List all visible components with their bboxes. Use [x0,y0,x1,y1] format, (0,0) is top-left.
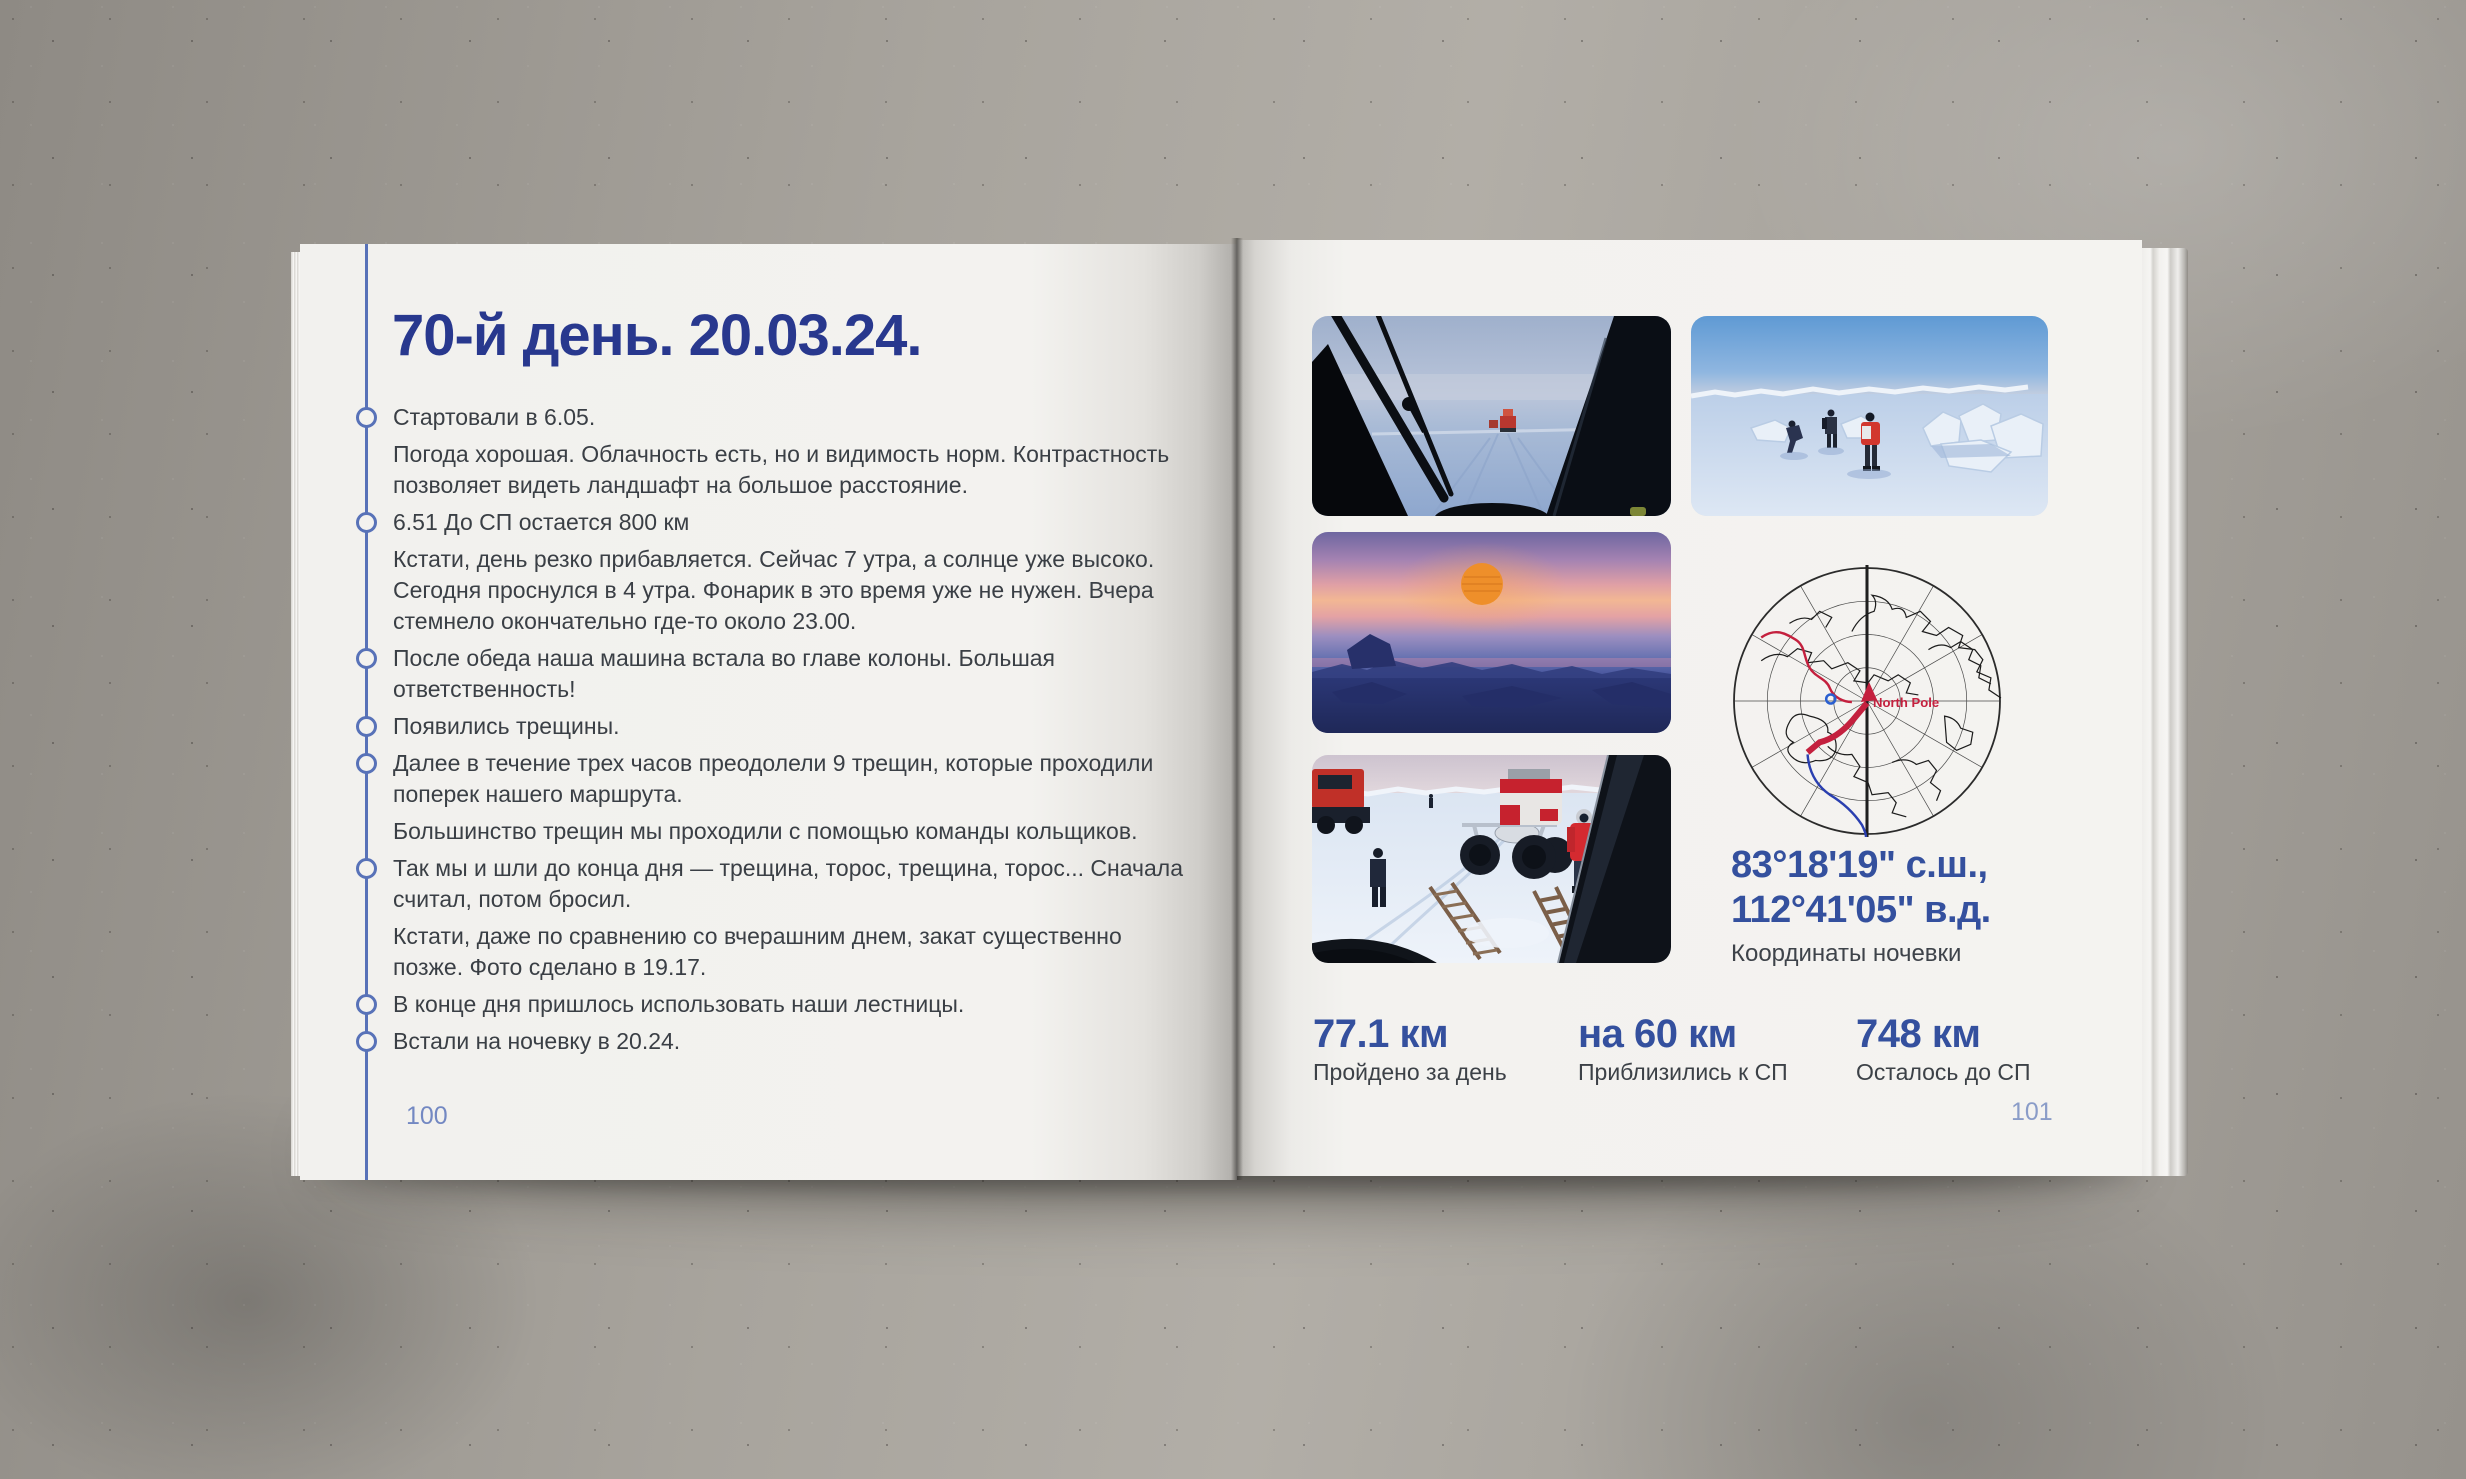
entry-text: Кстати, даже по сравнению со вчерашним днем, закат существенно позже. Фото сделано в 19.17. [393,923,1122,980]
stat-label: Приблизились к СП [1578,1059,1788,1085]
timeline-dot [356,512,377,533]
page-number-left: 100 [406,1102,448,1130]
photo-sunset [1312,532,1671,733]
route-map [1731,565,2003,837]
route-red-line [1761,632,1852,702]
diary-entry [393,1026,1198,1057]
page-title: 70-й день. 20.03.24. [392,303,922,368]
diary-entries [393,402,1198,1063]
diary-entry [393,853,1198,915]
entry-text: Встали на ночевку в 20.24. [393,1028,681,1054]
diary-entry [393,507,1198,538]
page-stack-right [2142,248,2188,1176]
entry-text: Погода хорошая. Облачность есть, но и видимость норм. Контрастность позволяет видеть ландшафт на большое расстояние. [393,441,1170,498]
diary-entry [393,989,1198,1020]
timeline-dot [356,1031,377,1052]
timeline-dot [356,716,377,737]
entry-text: Большинство трещин мы проходили с помощью команды кольщиков. [393,818,1138,844]
timeline-dot [356,994,377,1015]
stat-label: Пройдено за день [1313,1059,1507,1085]
diary-entry [393,544,1198,637]
photo-cockpit-view [1312,316,1671,516]
book-spine [1231,238,1243,1180]
diary-entry [393,643,1198,705]
timeline-dot [356,753,377,774]
diary-entry [393,921,1198,983]
right-page [1237,240,2142,1176]
route-red-thick [1808,703,1867,752]
left-page [300,244,1237,1180]
entry-text: Далее в течение трех часов преодолели 9 трещин, которые проходили поперек нашего маршрута. [393,750,1154,807]
diary-entry [393,816,1198,847]
entry-text: Кстати, день резко прибавляется. Сейчас 7 утра, а солнце уже высоко. Сегодня проснулся в 4 утра. Фонарик в это время уже не нужен. Вчера стемнело окончательно где-то около 23.00. [393,546,1155,634]
photo-ladder-crossing [1312,755,1671,963]
diary-entry [393,439,1198,501]
map-label: North Pole [1873,695,1940,711]
timeline-dot [356,858,377,879]
entry-text: Так мы и шли до конца дня — трещина, торос, трещина, торос... Сначала считал, потом бросил. [393,855,1184,912]
coordinates-line2: 112°41'05" в.д. [1731,889,1991,931]
entry-text: Стартовали в 6.05. [393,404,596,430]
page-number-right: 101 [2011,1098,2053,1126]
coordinates-line1: 83°18'19" с.ш., [1731,844,1988,886]
entry-text: После обеда наша машина встала во главе колоны. Большая ответственность! [393,645,1056,702]
stat-value: 748 км [1856,1012,1981,1056]
coordinates-caption: Координаты ночевки [1731,940,1962,967]
stat-approach [1578,1012,1788,1086]
timeline-dot [356,407,377,428]
diary-entry [393,748,1198,810]
diary-entry [393,711,1198,742]
photo-people-on-ice [1691,316,2048,516]
entry-text: Появились трещины. [393,713,620,739]
diary-entry [393,402,1198,433]
entry-text: В конце дня пришлось использовать наши лестницы. [393,991,965,1017]
stat-label: Осталось до СП [1856,1059,2031,1085]
stat-remaining [1856,1012,2031,1086]
stat-value: 77.1 км [1313,1012,1449,1056]
stat-value: на 60 км [1578,1012,1737,1056]
timeline-dot [356,648,377,669]
stat-distance-day [1313,1012,1507,1086]
coordinates-block [1731,843,1991,968]
entry-text: 6.51 До СП остается 800 км [393,509,690,535]
